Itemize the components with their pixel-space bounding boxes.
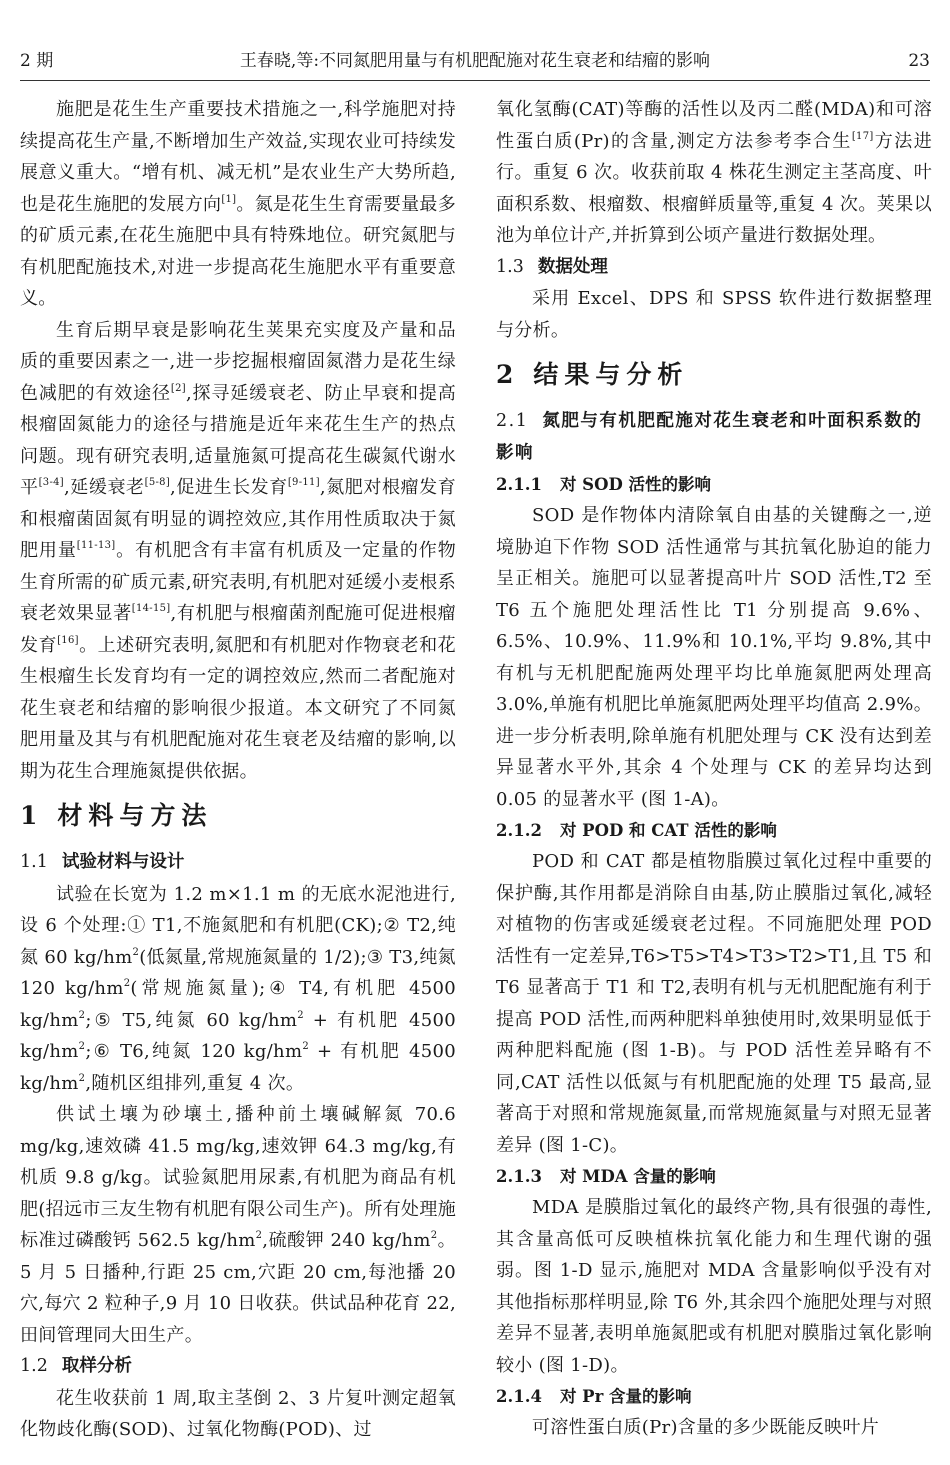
intro-paragraph-1: 施肥是花生生产重要技术措施之一,科学施肥对持续提高花生产量,不断增加生产效益,实现农业可持续发展意义重大。“增有机、减无机”是农业生产大势所趋,也是花生施肥的发展方向[1]。氮是花生生育需要量最多的矿质元素,在花生施肥中具有特殊地位。研究氮肥与有机肥配施技术,对进一步提高花生施肥水平有重要意义。 [20,99,456,309]
citation-ref: [14-15] [131,603,171,614]
sod-paragraph: SOD 是作物体内清除氧自由基的关键酶之一,逆境胁迫下作物 SOD 活性通常与其抗氧化胁迫的能力呈正相关。施肥可以显著提高叶片 SOD 活性,T2 至 T6 五个施肥处理活性比 T1 分别提高 9.6%、6.5%、10.9%、11.9%和 10.1%,平均 9.8%,其中有机与无机肥配施两处理平均比单施氮肥两处理高 3.0%,单施有机肥比单施氮肥两处理平均值高 2.9%。进一步分析表明,除单施有机肥处理与 CK 没有达到差异显著水平外,其余 4 个处理与 CK 的差异均达到 0.05 的显著水平 (图 1-A)。 [496,505,932,810]
section-heading-1-1: 1.1 试验材料与设计 [20,852,185,872]
running-header [20,46,930,76]
running-title: 王春晓,等:不同氮肥用量与有机肥配施对花生衰老和结瘤的影响 [239,51,711,71]
issue-number: 2 期 [20,51,54,71]
section-heading-2: 2 结果与分析 [496,360,689,389]
section-heading-2-1-4: 2.1.4 对 Pr 含量的影响 [496,1387,692,1406]
page-number: 23 [908,51,930,71]
header-divider [20,80,930,81]
intro-paragraph-2: 生育后期早衰是影响花生荚果充实度及产量和品质的重要因素之一,进一步挖掘根瘤固氮潜力是花生绿色减肥的有效途径[2],探寻延缓衰老、防止早衰和提高根瘤固氮能力的途径与措施是近年来花生生产的热点问题。现有研究表明,适量施氮可提高花生碳氮代谢水平[3-4],延缓衰老[5-8],促进生长发育[9-11],氮肥对根瘤发育和根瘤菌固氮有明显的调控效应,其作用性质取决于氮肥用量[11-13]。有机肥含有丰富有机质及一定量的作物生育所需的矿质元素,研究表明,有机肥对延缓小麦根系衰老效果显著[14-15],有机肥与根瘤菌剂配施可促进根瘤发育[16]。上述研究表明,氮肥和有机肥对作物衰老和花生根瘤生长发育均有一定的调控效应,然而二者配施对花生衰老和结瘤的影响很少报道。本文研究了不同氮肥用量及其与有机肥配施对花生衰老及结瘤的影响,以期为花生合理施氮提供依据。 [20,319,457,782]
citation-ref: [2] [170,382,186,394]
citation-ref: [5-8] [144,477,171,488]
mda-paragraph: MDA 是膜脂过氧化的最终产物,具有很强的毒性,其含量高低可反映植株抗氧化能力和生理代谢的强弱。图 1-D 显示,施肥对 MDA 含量影响似乎没有对其他指标那样明显,除 T6 外,其余四个施肥处理与对照差异不显著,表明单施氮肥或有机肥对膜脂过氧化影响较小 (图 1-D)。 [496,1197,932,1376]
citation-ref: [9-11] [287,477,320,488]
design-paragraph: 试验在长宽为 1.2 m×1.1 m 的无底水泥池进行,设 6 个处理:① T1,不施氮肥和有机肥(CK);② T2,纯氮 60 $kg/hm^2$(低氮量,常规施氮量的 1/2);③ T3,纯氮 120 $kg/hm^2$(常规施氮量);④ T4,有机肥 4500 $kg/hm^2;⑤$ T5,纯氮 60 $kg/hm^2$ + 有机肥 4500 $kg/hm^2;⑥$ T6,纯氮 120 $kg/hm^2$ + 有机肥 4500 $kg/hm^2$,随机区组排列,重复 4 次。 [20,883,456,1094]
citation-ref: [16] [57,634,79,646]
sampling-paragraph: 花生收获前 1 周,取主茎倒 2、3 片复叶测定超氧化物歧化酶(SOD)、过氧化物酶(POD)、过 [20,1387,456,1440]
section-heading-1: 1 材料与方法 [20,801,213,830]
citation-ref: [3-4] [38,477,64,488]
section-heading-2-1-1: 2.1.1 对 SOD 活性的影响 [496,475,712,494]
left-column [20,94,456,1446]
section-heading-2-1-3: 2.1.3 对 MDA 含量的影响 [496,1167,716,1186]
right-column [496,94,932,1444]
section-heading-2-1-2: 2.1.2 对 POD 和 CAT 活性的影响 [496,821,777,840]
section-heading-2-1: 2.1 氮肥与有机肥配施对花生衰老和叶面积系数的影响 [496,411,923,463]
pr-paragraph: 可溶性蛋白质(Pr)含量的多少既能反映叶片 [532,1417,880,1438]
soil-paragraph: 供试土壤为砂壤土,播种前土壤碱解氮 70.6 mg/kg,速效磷 41.5 mg/kg,速效钾 64.3 mg/kg,有机质 9.8 g/kg。试验氮肥用尿素,有机肥为商品有机肥(招远市三友生物有机肥有限公司生产)。所有处理施标准过磷酸钙 562.5 $kg/hm^2$,硫酸钾 240 $kg/hm^2$。5 月 5 日播种,行距 25 cm,穴距 20 cm,每池播 20 穴,每穴 2 粒种子,9 月 10 日收获。供试品种花育 22,田间管理同大田生产。 [20,1104,456,1346]
section-heading-1-3: 1.3 数据处理 [496,256,608,277]
data-processing-paragraph: 采用 Excel、DPS 和 SPSS 软件进行数据整理与分析。 [496,288,932,341]
citation-ref: [11-13] [76,540,116,551]
sampling-paragraph-continued: 氧化氢酶(CAT)等酶的活性以及丙二醛(MDA)和可溶性蛋白质(Pr)的含量,测定方法参考李合生[17]方法进行。重复 6 次。收获前取 4 株花生测定主茎高度、叶面积系数、根瘤数、根瘤鲜质量等,重复 4 次。荚果以池为单位计产,并折算到公顷产量进行数据处理。 [496,99,933,246]
section-heading-1-2: 1.2 取样分析 [20,1356,132,1376]
citation-ref: [17] [851,130,874,142]
citation-ref: [1] [221,193,237,205]
pod-cat-paragraph: POD 和 CAT 都是植物脂膜过氧化过程中重要的保护酶,其作用都是消除自由基,防止膜脂过氧化,减轻对植物的伤害或延缓衰老过程。不同施肥处理 POD 活性有一定差异,T6>T5>T4>T3>T2>T1,且 T5 和 T6 显著高于 T1 和 T2,表明有机与无机肥配施有利于提高 POD 活性,而两种肥料单独使用时,效果明显低于两种肥料配施 (图 1-B)。与 POD 活性差异略有不同,CAT 活性以低氮与有机肥配施的处理 T5 最高,显著高于对照和常规施氮量,而常规施氮量与对照无显著差异 (图 1-C)。 [496,851,932,1156]
